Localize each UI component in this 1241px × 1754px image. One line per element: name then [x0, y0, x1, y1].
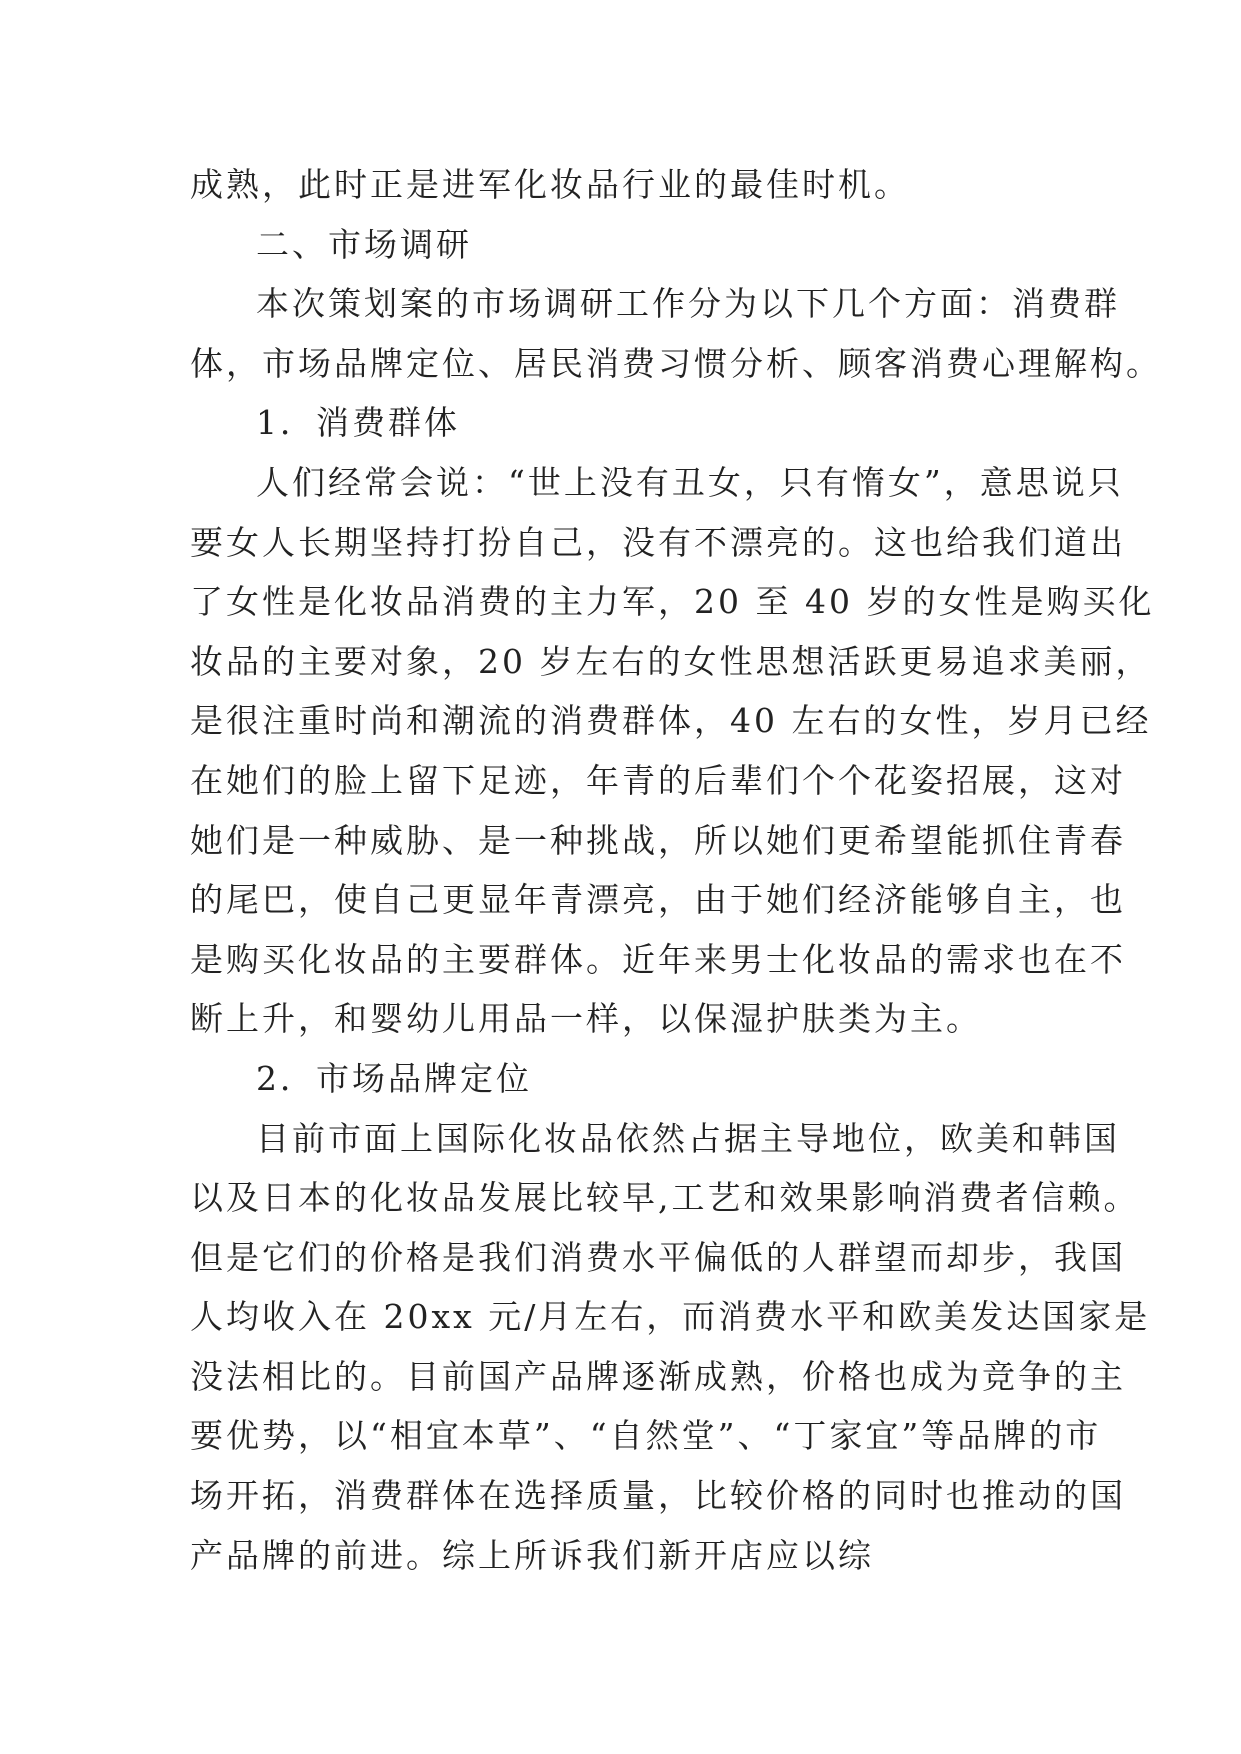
text-line: 人们经常会说：“世上没有丑女，只有惰女”，意思说只	[256, 462, 1124, 502]
text-line: 以及日本的化妆品发展比较早,工艺和效果影响消费者信赖。	[190, 1178, 1140, 1218]
text-line: 要女人长期坚持打扮自己，没有不漂亮的。这也给我们道出	[190, 522, 1126, 562]
section-heading: 二、市场调研	[256, 224, 472, 264]
text-line: 是很注重时尚和潮流的消费群体，40 左右的女性，岁月已经	[190, 701, 1152, 741]
text-line: 目前市面上国际化妆品依然占据主导地位，欧美和韩国	[256, 1118, 1120, 1158]
text-line: 产品牌的前进。综上所诉我们新开店应以综	[190, 1535, 874, 1575]
text-line: 要优势，以“相宜本草”、“自然堂”、“丁家宜”等品牌的市	[190, 1416, 1102, 1456]
text-line: 了女性是化妆品消费的主力军，20 至 40 岁的女性是购买化	[190, 582, 1155, 622]
text-line: 妆品的主要对象，20 岁左右的女性思想活跃更易追求美丽，	[190, 641, 1152, 681]
text-line: 没法相比的。目前国产品牌逐渐成熟，价格也成为竞争的主	[190, 1356, 1126, 1396]
text-line: 她们是一种威胁、是一种挑战，所以她们更希望能抓住青春	[190, 820, 1126, 860]
text-line: 体，市场品牌定位、居民消费习惯分析、顾客消费心理解构。	[190, 343, 1162, 383]
text-line: 人均收入在 20xx 元/月左右，而消费水平和欧美发达国家是	[190, 1297, 1151, 1337]
text-line: 成熟，此时正是进军化妆品行业的最佳时机。	[190, 165, 910, 204]
text-line: 断上升，和婴幼儿用品一样，以保湿护肤类为主。	[190, 999, 982, 1039]
text-line: 本次策划案的市场调研工作分为以下几个方面：消费群	[256, 284, 1120, 324]
text-line: 是购买化妆品的主要群体。近年来男士化妆品的需求也在不	[190, 939, 1126, 979]
text-line: 的尾巴，使自己更显年青漂亮，由于她们经济能够自主，也	[190, 880, 1126, 920]
text-line: 场开拓，消费群体在选择质量，比较价格的同时也推动的国	[190, 1476, 1126, 1516]
subsection-heading: 1．消费群体	[256, 403, 460, 443]
text-line: 在她们的脸上留下足迹，年青的后辈们个个花姿招展，这对	[190, 760, 1126, 800]
text-line: 但是它们的价格是我们消费水平偏低的人群望而却步，我国	[190, 1237, 1126, 1277]
subsection-heading: 2．市场品牌定位	[256, 1058, 532, 1098]
body-text	[190, 155, 1162, 1585]
